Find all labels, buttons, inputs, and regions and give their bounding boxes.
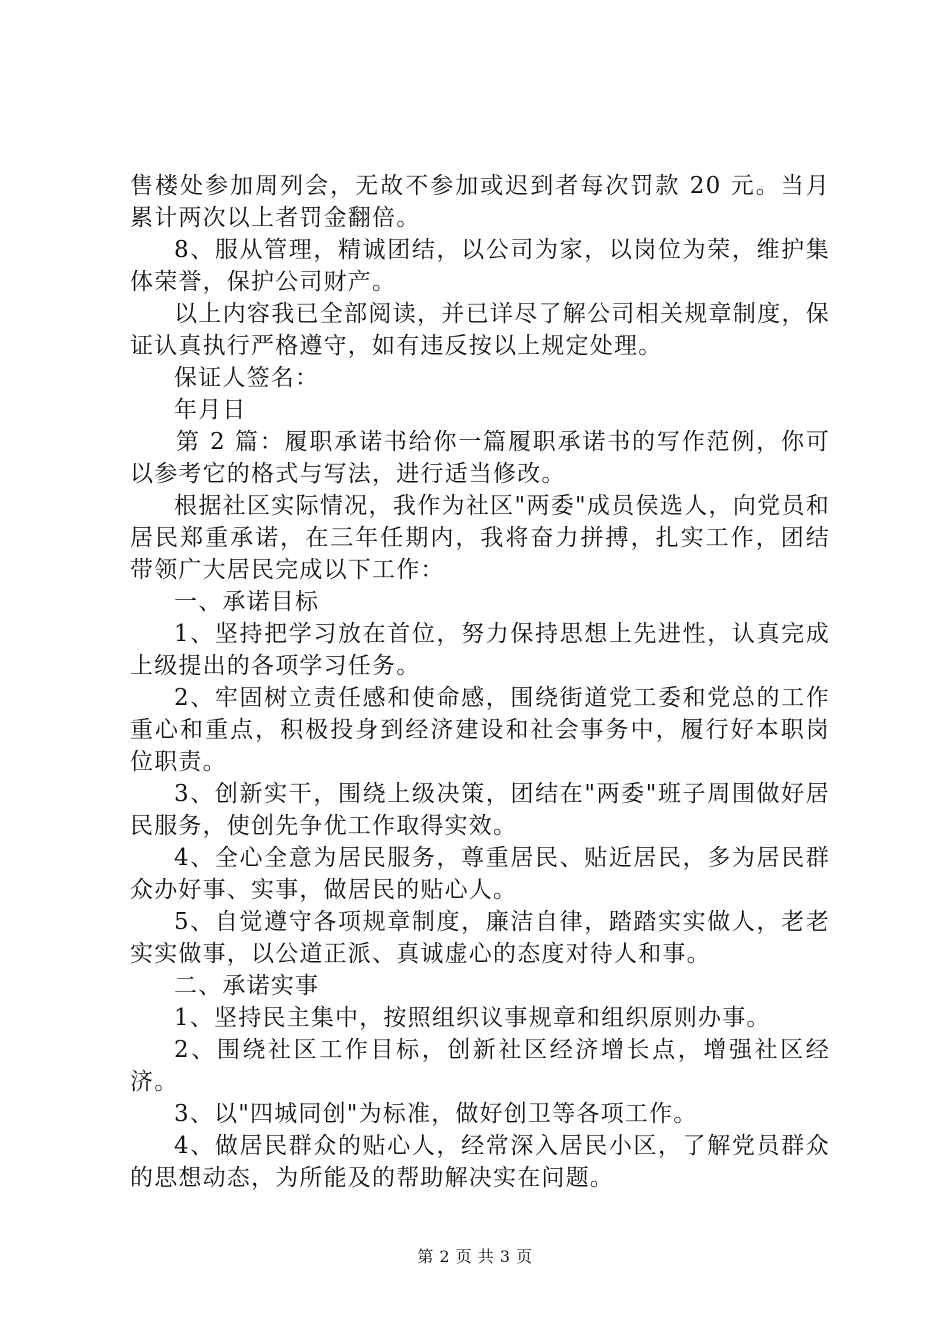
paragraph-13: 5、自觉遵守各项规章制度，廉洁自律，踏踏实实做人，老老实实做事，以公道正派、真诚虚心的态度对待人和事。 [130,909,830,967]
paragraph-1: 售楼处参加周列会，无故不参加或迟到者每次罚款 20 元。当月累计两次以上者罚金翻倍。 [130,173,830,231]
section-heading-2: 二、承诺实事 [174,973,320,999]
section-heading-1: 一、承诺目标 [174,589,320,615]
date-line: 年月日 [174,397,247,423]
signature-line: 保证人签名： [174,365,320,391]
paragraph-2: 8、服从管理，精诚团结，以公司为家，以岗位为荣，维护集体荣誉，保护公司财产。 [130,237,830,295]
paragraph-11: 3、创新实干，围绕上级决策，团结在"两委"班子周围做好居民服务，使创先争优工作取得实效。 [130,781,830,839]
document-body [130,170,830,1194]
paragraph-12: 4、全心全意为居民服务，尊重居民、贴近居民，多为居民群众办好事、实事，做居民的贴心人。 [130,845,830,903]
paragraph-17: 3、以"四城同创"为标准，做好创卫等各项工作。 [174,1101,698,1127]
page-number-footer: 第 2 页 共 3 页 [417,1247,533,1266]
paragraph-16: 2、围绕社区工作目标，创新社区经济增长点，增强社区经济。 [130,1037,830,1095]
paragraph-15: 1、坚持民主集中，按照组织议事规章和组织原则办事。 [174,1005,771,1031]
paragraph-10: 2、牢固树立责任感和使命感，围绕街道党工委和党总的工作重心和重点，积极投身到经济建设和社会事务中，履行好本职岗位职责。 [130,685,830,775]
paragraph-9: 1、坚持把学习放在首位，努力保持思想上先进性，认真完成上级提出的各项学习任务。 [130,621,830,679]
paragraph-3: 以上内容我已全部阅读，并已详尽了解公司相关规章制度，保证认真执行严格遵守，如有违反按以上规定处理。 [130,301,830,359]
paragraph-6: 第 2 篇：履职承诺书给你一篇履职承诺书的写作范例，你可以参考它的格式与写法，进行适当修改。 [130,429,830,487]
paragraph-7: 根据社区实际情况，我作为社区"两委"成员侯选人，向党员和居民郑重承诺，在三年任期内，我将奋力拼搏，扎实工作，团结带领广大居民完成以下工作： [130,493,830,583]
paragraph-18: 4、做居民群众的贴心人，经常深入居民小区，了解党员群众的思想动态，为所能及的帮助解决实在问题。 [130,1133,830,1191]
